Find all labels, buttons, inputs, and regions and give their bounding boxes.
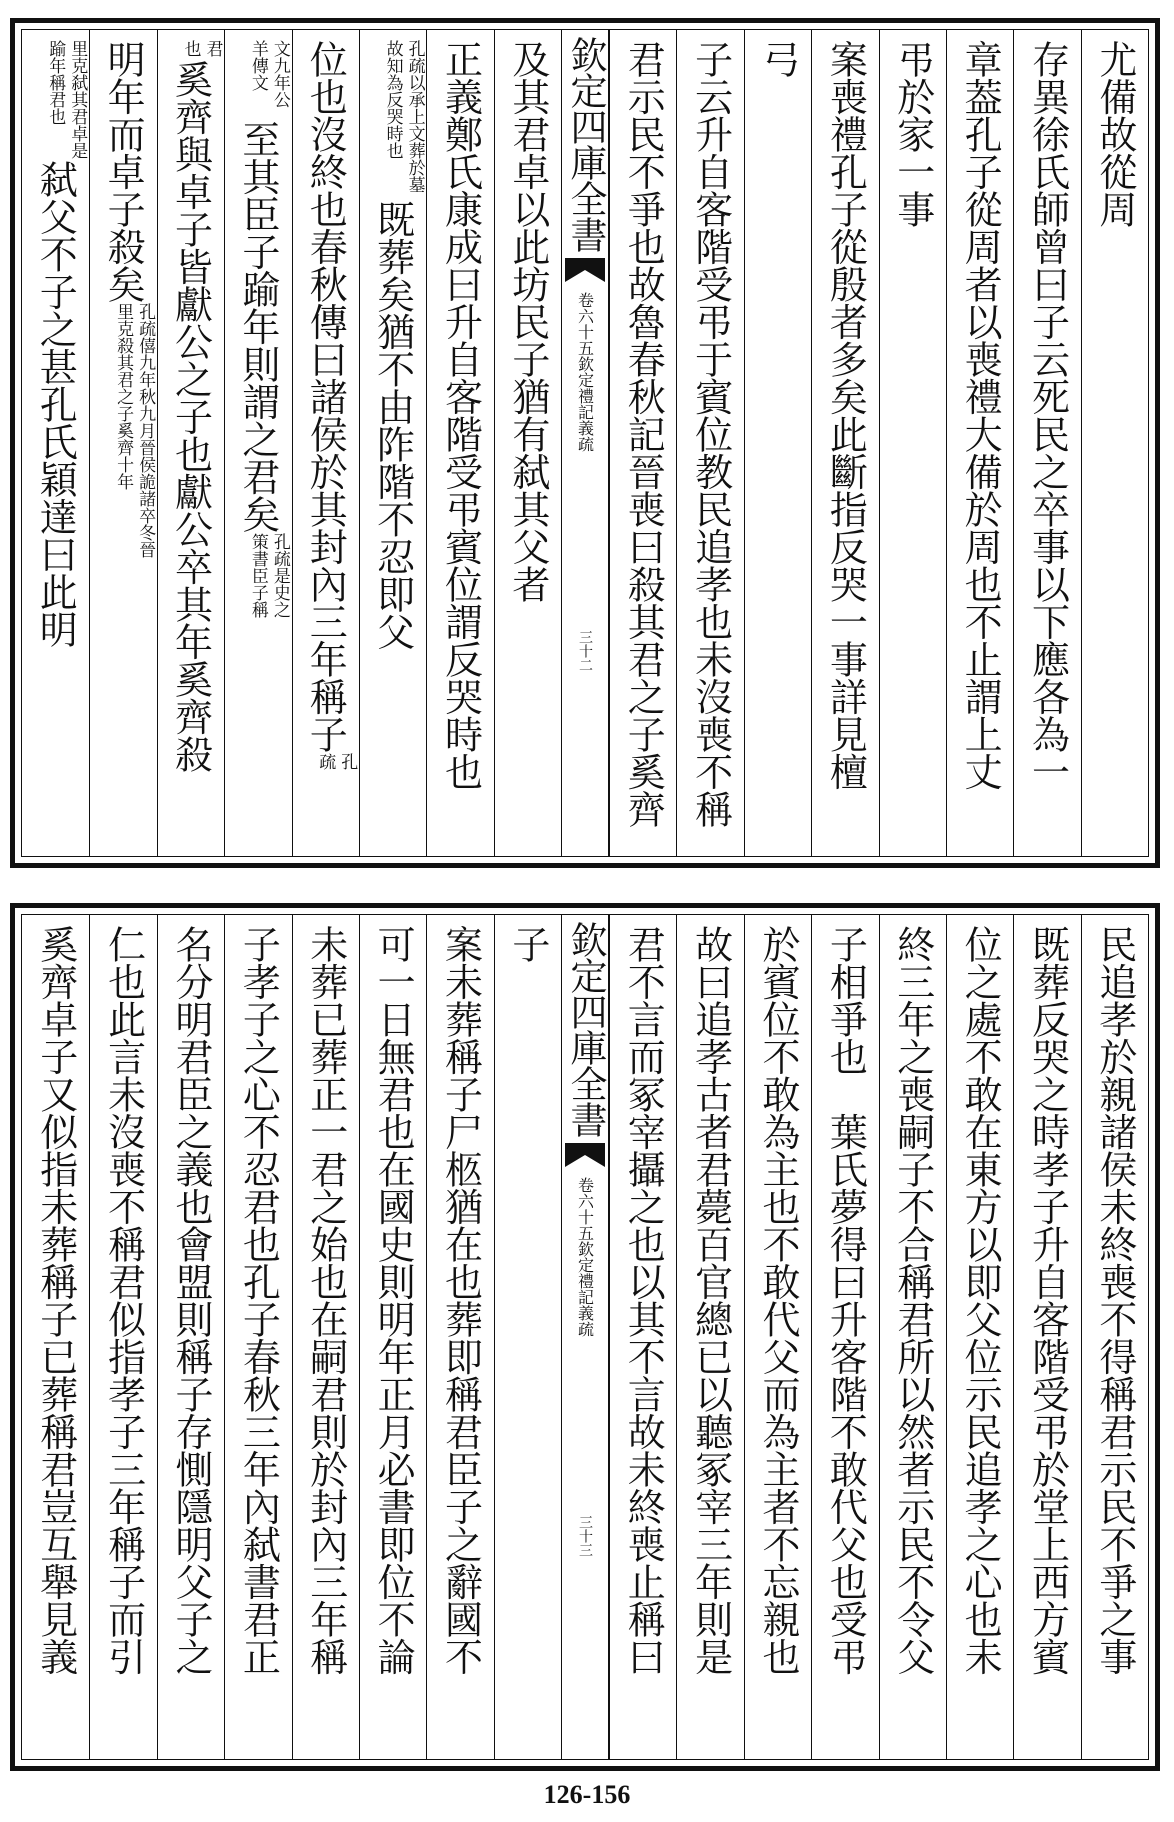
top-page (10, 18, 1160, 868)
bottom_page-right-column (811, 915, 878, 1759)
main-text-line: 終三年之喪嗣子不合稱君所以然者示民不令父 (890, 925, 935, 1675)
main-text-line: 弔於家一事 (890, 40, 935, 228)
top_page-left-column (292, 30, 359, 856)
top_page-right-column (676, 30, 743, 856)
main-text-segment: 至其臣子踰年則謂之君矣 (235, 120, 280, 533)
main-text-line: 弓 (755, 40, 800, 78)
top_page-right-column (946, 30, 1013, 856)
book-title: 欽定四庫全書 (564, 921, 607, 1137)
main-text-line: 子孝子之心不忍君也孔子春秋三年內弑書君正 (236, 925, 281, 1675)
top_page-right-column (811, 30, 878, 856)
leaf-number: 三十二 (577, 630, 593, 672)
bottom_page-right-column (879, 915, 946, 1759)
bottom_page-left-column (89, 915, 156, 1759)
bottom_page-right-column (946, 915, 1013, 1759)
main-text-line: 於賓位不敢為主也不敢代父而為主者不忘親也 (755, 925, 800, 1675)
bottom_page-left-column (157, 915, 224, 1759)
bottom_page-right-column (609, 915, 676, 1759)
top_page-right-column (879, 30, 946, 856)
fishtail-mark-icon (563, 1141, 607, 1171)
main-text-segment: 明年而卓子殺矣 (101, 40, 146, 303)
main-text-segment: 孔氏穎達曰此明 (33, 385, 78, 648)
bottom_page-left-column (292, 915, 359, 1759)
annotation-note: 君也 (180, 40, 223, 57)
main-text-line: 子云升自客階受弔于賓位教民追孝也未沒喪不稱 (688, 40, 733, 828)
main-text-line: 正義鄭氏康成曰升自客階受弔賓位謂反哭時也 (438, 40, 483, 790)
annotation-note: 文九年公羊傳文 (247, 40, 290, 108)
main-text-line: 奚齊卓子又似指未葬稱子已葬稱君豈互舉見義 (33, 925, 78, 1675)
main-text-segment: 奚齊與卓子皆獻公之子也獻公卒其年奚齊殺 (168, 60, 213, 773)
top_page-right-column (1013, 30, 1080, 856)
main-text-line: 位之處不敢在東方以即父位示民追孝之心也未 (958, 925, 1003, 1675)
top_page-right-column (609, 30, 676, 856)
main-text-line: 君示民不爭也故魯春秋記晉喪曰殺其君之子奚齊 (621, 40, 666, 828)
top-page-frame (21, 29, 1149, 857)
leaf-number: 三十三 (577, 1515, 593, 1557)
main-text-line: 既葬反哭之時孝子升自客階受弔於堂上西方賓 (1025, 925, 1070, 1675)
volume-title: 欽定禮記義疏 (575, 1241, 595, 1337)
bottom_page-left-column (426, 915, 493, 1759)
footer-page-number: 126-156 (543, 1780, 631, 1809)
fishtail-mark-icon (563, 256, 607, 286)
top_page-left-column (426, 30, 493, 856)
top_page-right-column (744, 30, 811, 856)
main-text-line: 可一日無君也在國史則明年正月必書即位不論 (371, 925, 416, 1675)
bottom_page-left-column (22, 915, 89, 1759)
main-text-line: 及其君卓以此坊民子猶有弑其父者 (505, 40, 550, 603)
top_page-right-column (1081, 30, 1148, 856)
annotation-note: 孔疏以承上文葬於墓故知為反哭時也 (382, 40, 425, 193)
main-text-segment: 位也沒終也春秋傳曰諸侯於其封內三年稱子 (303, 40, 348, 753)
main-text-line: 案喪禮孔子從殷者多矣此斷指反哭一事詳見檀 (823, 40, 868, 790)
annotation-note: 孔疏是史之策書臣子稱 (247, 532, 290, 618)
bottom_page-left-column (359, 915, 426, 1759)
bottom_page-right-column (1013, 915, 1080, 1759)
main-text-line: 子相爭也 葉氏夢得曰升客階不敢代父也受弔 (823, 925, 868, 1675)
top_page-left-column (359, 30, 426, 856)
book-title: 欽定四庫全書 (564, 36, 607, 252)
annotation-note: 孔疏 (315, 752, 358, 770)
main-text-line: 民追孝於親諸侯未終喪不得稱君示民不爭之事 (1092, 925, 1137, 1675)
bottom_page-center-strip (561, 915, 609, 1759)
main-text-line: 子 (505, 925, 550, 963)
annotation-note: 里克弑其君卓是踰年稱君也 (45, 40, 88, 159)
top_page-left-column (22, 30, 89, 856)
top_page-center-strip (561, 30, 609, 856)
main-text-segment: 既葬矣猶不由阼階不忍即父 (370, 200, 415, 650)
bottom_page-right-column (1081, 915, 1148, 1759)
main-text-line: 仁也此言未沒喪不稱君似指孝子三年稱子而引 (101, 925, 146, 1675)
top_page-left-column (157, 30, 224, 856)
main-text-line: 存異徐氏師曾曰子云死民之卒事以下應各為一 (1025, 40, 1070, 790)
main-text-segment: 弑父不子之甚 (33, 160, 78, 385)
top_page-left-column (224, 30, 291, 856)
main-text-line: 章葢孔子從周者以喪禮大備於周也不止謂上丈 (958, 40, 1003, 790)
volume-chapter: 卷六十五 (575, 292, 595, 356)
main-text-line: 案未葬稱子尸柩猶在也葬即稱君臣子之辭國不 (438, 925, 483, 1675)
bottom_page-left-column (224, 915, 291, 1759)
main-text-line: 尤備故從周 (1092, 40, 1137, 228)
top_page-left-column (89, 30, 156, 856)
main-text-line: 故曰追孝古者君薨百官總已以聽冢宰三年則是 (688, 925, 733, 1675)
main-text-line: 君不言而冢宰攝之也以其不言故未終喪止稱曰 (621, 925, 666, 1675)
bottom_page-left-column (494, 915, 561, 1759)
volume-title: 欽定禮記義疏 (575, 356, 595, 452)
bottom_page-right-column (744, 915, 811, 1759)
main-text-line: 未葬已葬正一君之始也在嗣君則於封內三年稱 (303, 925, 348, 1675)
bottom-page (10, 903, 1160, 1771)
volume-label (577, 292, 594, 452)
bottom_page-right-column (676, 915, 743, 1759)
top_page-left-column (494, 30, 561, 856)
bottom-page-frame (21, 914, 1149, 1760)
annotation-note: 孔疏僖九年秋九月晉侯詭諸卒冬晉里克殺其君之子奚齊十年 (113, 302, 156, 558)
main-text-line: 名分明君臣之義也會盟則稱子存惻隱明父子之 (168, 925, 213, 1675)
volume-label (577, 1177, 594, 1337)
volume-chapter: 卷六十五 (575, 1177, 595, 1241)
